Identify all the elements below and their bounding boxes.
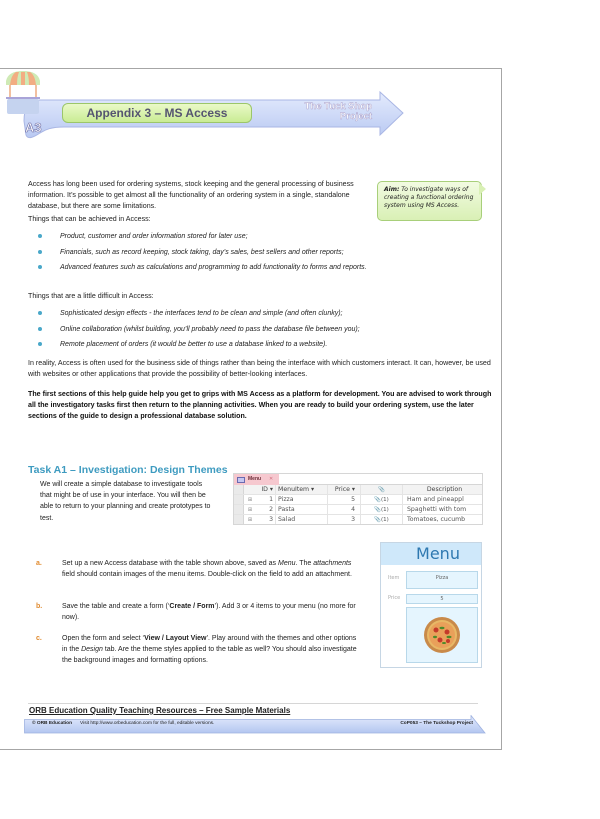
cell-attachment[interactable]: 📎(1) [361,495,403,504]
list-item-text: Online collaboration (whilst building, you’ll probably need to pass the database file between you); [60,325,360,333]
bullet-icon [38,327,42,331]
cell-menuitem[interactable]: Pizza [276,495,328,504]
list-item [38,324,498,340]
sort-chevron-icon[interactable]: ▾ [311,486,315,493]
column-header-price[interactable]: Price ▾ [328,485,361,494]
column-header-menuitem[interactable]: MenuItem ▾ [276,485,328,494]
row-selector[interactable] [234,495,244,504]
cell-price[interactable]: 3 [328,515,361,524]
select-all-cell[interactable] [234,485,244,494]
column-header-description[interactable]: Description [426,486,463,493]
project-label [305,102,372,122]
list-item-text: Remote placement of orders (it would be better to use a database linked to a website). [60,341,328,348]
price-label: Price [388,595,401,601]
cell-menuitem[interactable]: Pasta [276,505,328,514]
cell-menuitem[interactable]: Salad [276,515,328,524]
column-header-attachment[interactable] [361,485,403,494]
product-code: CoP053 – The Tuckshop Project [400,721,473,726]
can-heading: Things that can be achieved in Access: [28,215,151,223]
list-item-text: Advanced features such as calculations and programming to add functionality to forms and reports. [60,264,367,271]
task-intro: We will create a simple database to investigate tools that might be of use in your interface. You will then be able to return to your planning and create prototypes to test. [40,481,211,522]
cell-id[interactable]: 1 [256,495,276,504]
table-row[interactable] [234,505,482,515]
tab-menu[interactable] [234,474,279,485]
step-text: Set up a new Access database with the table shown above, saved as Menu. The attachments field should contain images of the menu items. Double-click on the field to add an attachment. [62,560,352,579]
cell-attachment[interactable]: 📎(1) [361,515,403,524]
reality-paragraph: In reality, Access is often used for the business side of things rather than being the interface with which customers interact. It can, however, be used with websites or other applications that provide the possibility of better-looking interfaces. [28,359,491,379]
paperclip-icon: 📎 [378,487,385,493]
copyright-text: © ORB Education [32,721,73,726]
list-item-text: Sophisticated design effects - the interfaces tend to be clean and simple (and often clunky); [60,310,343,317]
market-stall-icon [0,69,46,115]
datasheet-tabbar [234,474,482,485]
cell-price[interactable]: 4 [328,505,361,514]
row-selector[interactable] [234,505,244,514]
intro-paragraph: Access has long been used for ordering systems, stock keeping and the general processing of business information. It’s possible to get almost all the functionality of an ordering system in a single, standalone database, but there are some limitations. [28,180,354,211]
list-item-text: Financials, such as record keeping, stock taking, day’s sales, best sellers and other reports; [60,248,344,256]
menu-form [380,542,482,668]
task-heading: Task A1 – Investigation: Design Themes [28,464,228,476]
visit-text: Visit http://www.orbeducation.com for the full, editable versions. [80,721,215,726]
project-label-line1: The Tuck Shop [304,101,372,112]
close-icon[interactable]: ✕ [269,476,274,482]
form-title: Menu [381,543,481,565]
difficult-list [38,308,498,355]
footer-left-text [32,721,214,726]
column-header-id[interactable]: ID ▾ [256,485,276,494]
list-item [38,262,498,278]
row-selector[interactable] [234,515,244,524]
list-item [38,231,498,247]
step-label: b. [36,603,43,610]
item-label: Item [388,575,400,581]
table-icon [237,477,245,483]
can-list [38,231,498,278]
step-b [28,601,358,623]
step-text: Save the table and create a form (‘Create / Form’). Add 3 or 4 items to your menu (no more for now). [62,603,356,622]
bullet-icon [38,250,42,254]
sort-chevron-icon[interactable]: ▾ [269,486,273,493]
tab-menu-label: Menu [248,476,262,482]
list-item [38,308,498,324]
list-item [38,247,498,263]
bullet-icon [38,265,42,269]
step-a [28,558,358,580]
price-field[interactable]: 5 [406,594,478,604]
expand-icon[interactable]: ⊞ [247,517,253,523]
cell-description[interactable]: Ham and pineappl [407,496,464,503]
cell-description[interactable]: Tomatoes, cucumb [407,516,466,523]
appendix-badge: A3 [25,120,42,135]
advice-paragraph: The first sections of this help guide help you get to grips with MS Access as a platform for development. You are advised to work through all the investigatory tasks first then return to the planning activities. When you are ready to build your ordering system, use the later sections of the guide to design a professional database solution. [28,390,492,421]
cell-id[interactable]: 3 [256,515,276,524]
step-label: c. [36,635,42,642]
header-banner [0,69,502,149]
aim-label: Aim: [384,186,400,193]
sort-chevron-icon[interactable]: ▾ [351,486,355,493]
bullet-icon [38,311,42,315]
item-field[interactable]: Pizza [406,571,478,589]
footer-title: ORB Education Quality Teaching Resources – Free Sample Materials [29,706,291,715]
access-datasheet [233,473,483,525]
attachment-field[interactable] [406,607,478,663]
table-row[interactable] [234,515,482,525]
table-row[interactable] [234,495,482,505]
cell-description[interactable]: Spaghetti with tom [407,506,467,513]
footer-bar [24,715,486,734]
cell-price[interactable]: 5 [328,495,361,504]
project-label-line2: Project [339,111,372,122]
list-item-text: Product, customer and order information stored for later use; [60,233,248,240]
bullet-icon [38,234,42,238]
cell-id[interactable]: 2 [256,505,276,514]
expand-icon[interactable]: ⊞ [247,497,253,503]
difficult-heading: Things that are a little difficult in Access: [28,292,154,300]
step-text: Open the form and select ‘View / Layout View’. Play around with the themes and other options in the Design tab. Are the theme styles applied to the table as well? You should also investigate the background images and formatting options. [62,635,357,665]
page-title: Appendix 3 – MS Access [62,103,252,123]
datasheet-header-row [234,485,482,495]
cell-attachment[interactable]: 📎(1) [361,505,403,514]
list-item [38,339,498,355]
footer-divider [28,703,478,704]
aim-callout-tail [479,183,486,195]
step-label: a. [36,560,42,567]
step-c [28,633,358,667]
pizza-image [407,608,477,662]
document-page [0,68,502,750]
expand-icon[interactable]: ⊞ [247,507,253,513]
bullet-icon [38,342,42,346]
aim-text: To investigate ways of creating a functional ordering system using MS Access. [384,186,474,209]
